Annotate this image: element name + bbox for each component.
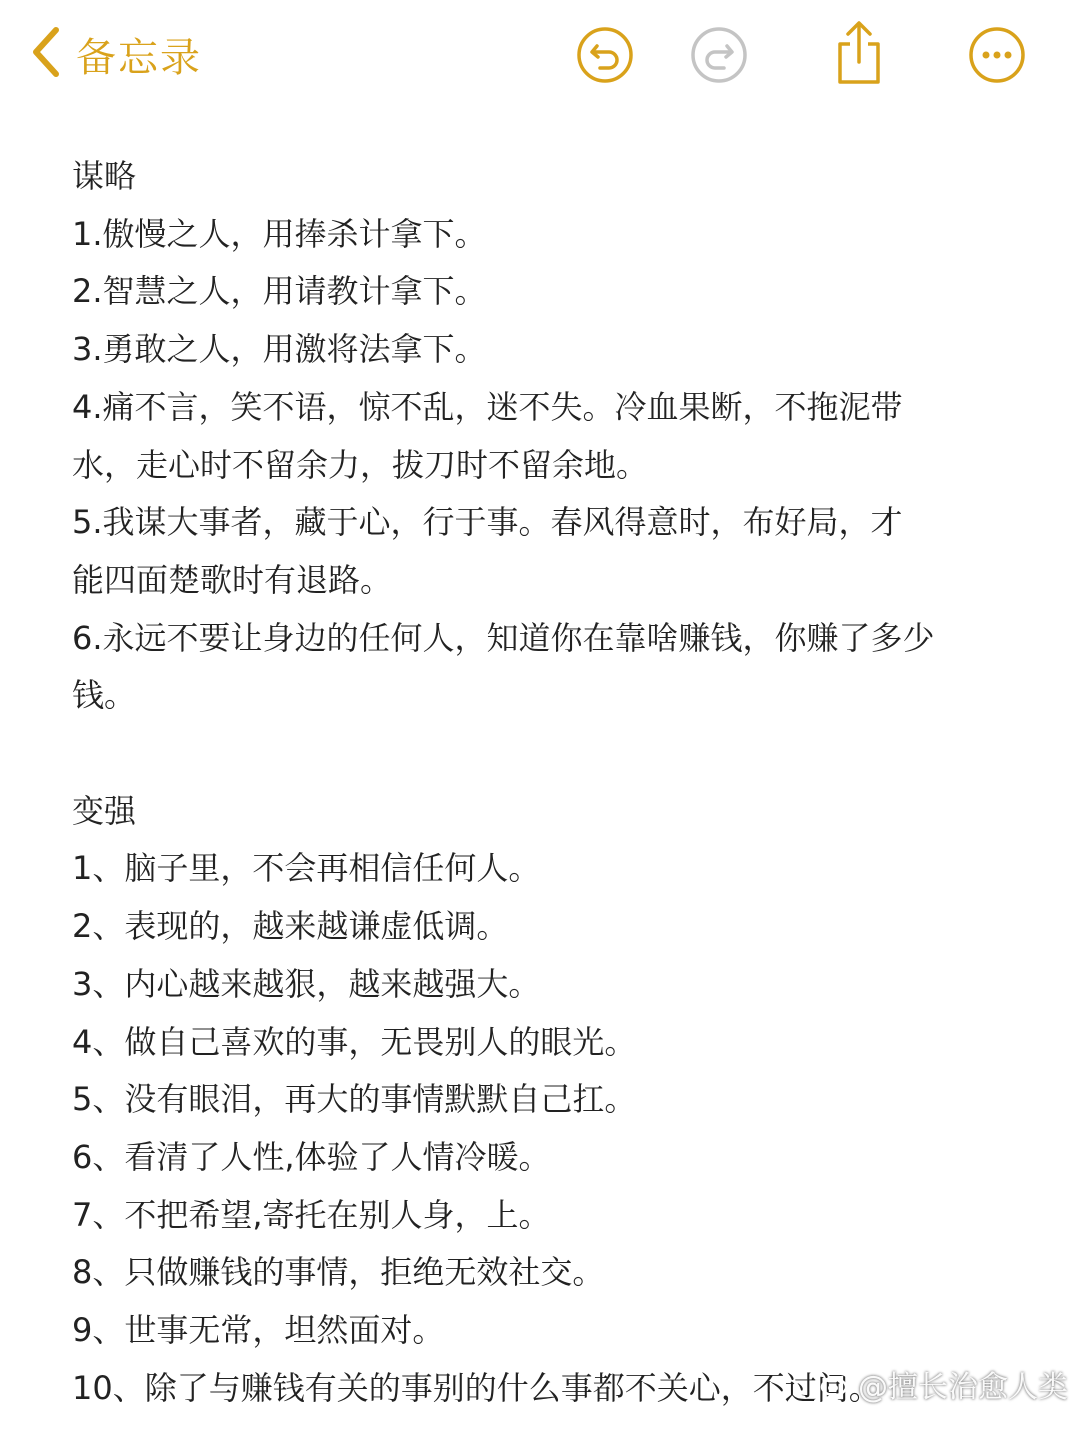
note-line: 4.痛不言，笑不语，惊不乱，迷不失。冷血果断，不拖泥带	[72, 387, 903, 426]
note-line: 10、除了与赚钱有关的事别的什么事都不关心，不过问。	[72, 1368, 881, 1407]
note-line: 3、内心越来越狠，越来越强大。	[72, 964, 541, 1003]
note-line: 5、没有眼泪，再大的事情默默自己扛。	[72, 1080, 637, 1119]
note-line: 钱。	[72, 676, 137, 715]
chevron-left-icon	[28, 25, 62, 83]
note-body[interactable]	[72, 148, 1032, 1417]
more-button[interactable]	[968, 26, 1026, 84]
back-button[interactable]	[28, 22, 202, 86]
note-line: 能四面楚歌时有退路。	[72, 560, 393, 599]
note-line: 3.勇敢之人，用激将法拿下。	[72, 330, 487, 369]
note-line: 6、看清了人性,体验了人情冷暖。	[72, 1137, 551, 1176]
watermark-text: @擅长治愈人类	[858, 1370, 1068, 1405]
more-icon	[968, 26, 1026, 84]
note-line: 水，走心时不留余力，拔刀时不留余地。	[72, 445, 649, 484]
weibo-logo-icon	[820, 1370, 852, 1398]
note-line: 2、表现的，越来越谦虚低调。	[72, 907, 509, 946]
note-line: 6.永远不要让身边的任何人，知道你在靠啥赚钱，你赚了多少	[72, 618, 935, 657]
watermark	[820, 1362, 1068, 1406]
note-line: 9、世事无常，坦然面对。	[72, 1311, 445, 1350]
note-line: 7、不把希望,寄托在别人身，上。	[72, 1195, 551, 1234]
note-line: 4、做自己喜欢的事，无畏别人的眼光。	[72, 1022, 637, 1061]
section-title: 变强	[72, 791, 137, 830]
redo-icon	[690, 26, 748, 84]
note-line: 2.智慧之人，用请教计拿下。	[72, 272, 487, 311]
section-title: 谋略	[72, 157, 137, 195]
note-line: 1、脑子里，不会再相信任何人。	[72, 849, 541, 888]
blank-line	[72, 725, 1032, 783]
note-line: 8、只做赚钱的事情，拒绝无效社交。	[72, 1253, 605, 1292]
share-button[interactable]	[830, 20, 888, 86]
navigation-bar	[0, 0, 1080, 110]
undo-icon	[576, 26, 634, 84]
back-label: 备忘录	[76, 34, 202, 81]
note-line: 5.我谋大事者，藏于心，行于事。春风得意时，布好局，才	[72, 503, 903, 542]
undo-button[interactable]	[576, 26, 634, 84]
redo-button[interactable]	[690, 26, 748, 84]
note-line: 1.傲慢之人，用捧杀计拿下。	[72, 214, 487, 253]
share-icon	[833, 20, 885, 86]
